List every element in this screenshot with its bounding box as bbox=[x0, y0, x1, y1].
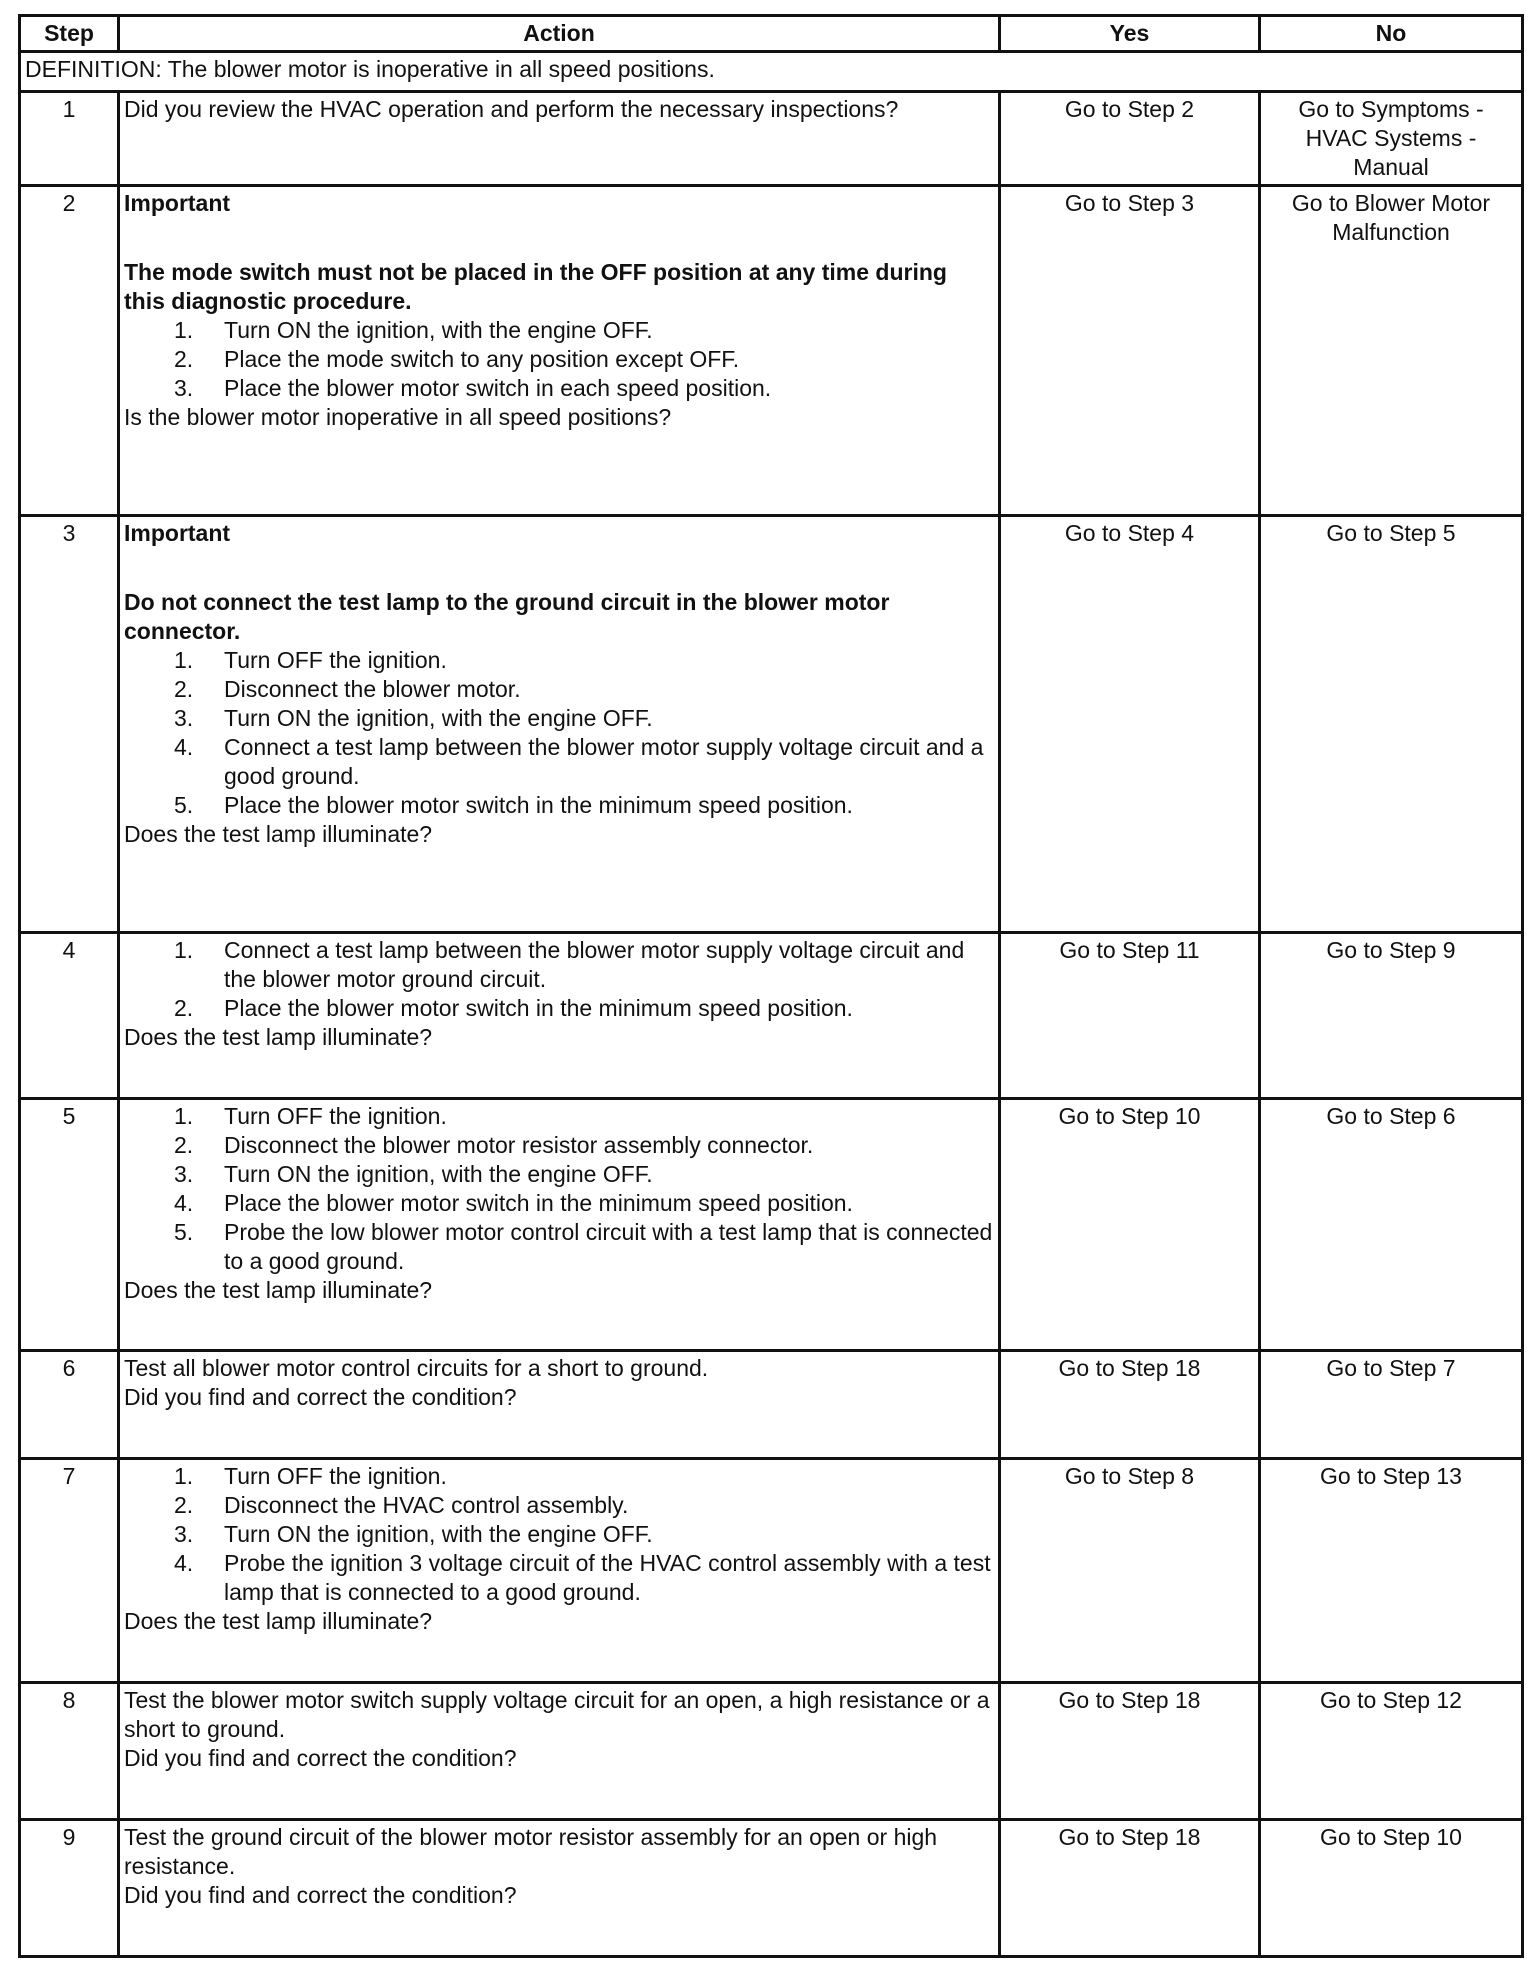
procedure-step: 4. Place the blower motor switch in the minimum speed position. bbox=[174, 1190, 853, 1216]
diagnostic-table bbox=[18, 14, 1524, 1958]
question-text: Does the test lamp illuminate? bbox=[124, 821, 433, 847]
table-row bbox=[20, 1683, 1523, 1820]
no-cell: Go to Step 9 bbox=[1260, 933, 1523, 1099]
header-no: No bbox=[1260, 16, 1523, 52]
action-text: Test the ground circuit of the blower motor resistor assembly for an open or high resistance. bbox=[124, 1824, 938, 1879]
no-cell: Go to Step 13 bbox=[1260, 1459, 1523, 1683]
yes-cell: Go to Step 18 bbox=[1000, 1683, 1260, 1820]
important-title: Important bbox=[124, 520, 231, 546]
important-text: Do not connect the test lamp to the ground circuit in the blower motor connector. bbox=[124, 589, 890, 644]
procedure-step: 5. Place the blower motor switch in the minimum speed position. bbox=[174, 792, 853, 818]
procedure-step: 2. Disconnect the HVAC control assembly. bbox=[174, 1492, 629, 1518]
procedure-list bbox=[124, 316, 994, 403]
table-row bbox=[20, 186, 1523, 516]
step-number: 7 bbox=[20, 1459, 119, 1683]
table-row bbox=[20, 1820, 1523, 1957]
yes-cell: Go to Step 18 bbox=[1000, 1351, 1260, 1459]
no-cell: Go to Step 10 bbox=[1260, 1820, 1523, 1957]
header-yes: Yes bbox=[1000, 16, 1260, 52]
question-text: Did you find and correct the condition? bbox=[124, 1882, 517, 1908]
table-row bbox=[20, 1459, 1523, 1683]
table-row bbox=[20, 92, 1523, 186]
no-cell: Go to Step 12 bbox=[1260, 1683, 1523, 1820]
step-number: 6 bbox=[20, 1351, 119, 1459]
question-text: Did you find and correct the condition? bbox=[124, 1745, 517, 1771]
action-cell bbox=[119, 1459, 1000, 1683]
procedure-step: 3. Turn ON the ignition, with the engine OFF. bbox=[174, 705, 653, 731]
header-action: Action bbox=[119, 16, 1000, 52]
no-cell: Go to Step 5 bbox=[1260, 516, 1523, 933]
table-row bbox=[20, 1351, 1523, 1459]
yes-cell: Go to Step 4 bbox=[1000, 516, 1260, 933]
table-row bbox=[20, 516, 1523, 933]
step-number: 5 bbox=[20, 1099, 119, 1351]
table-row bbox=[20, 933, 1523, 1099]
action-cell bbox=[119, 1820, 1000, 1957]
yes-cell: Go to Step 3 bbox=[1000, 186, 1260, 516]
procedure-step: 3. Turn ON the ignition, with the engine OFF. bbox=[174, 1161, 653, 1187]
yes-cell: Go to Step 8 bbox=[1000, 1459, 1260, 1683]
definition-row bbox=[20, 52, 1523, 92]
procedure-step: 2. Disconnect the blower motor resistor assembly connector. bbox=[174, 1132, 814, 1158]
procedure-step: 1. Turn OFF the ignition. bbox=[174, 1103, 447, 1129]
no-cell: Go to Step 7 bbox=[1260, 1351, 1523, 1459]
step-number: 8 bbox=[20, 1683, 119, 1820]
yes-cell: Go to Step 18 bbox=[1000, 1820, 1260, 1957]
step-number: 1 bbox=[20, 92, 119, 186]
yes-cell: Go to Step 10 bbox=[1000, 1099, 1260, 1351]
action-text: Test all blower motor control circuits for a short to ground. bbox=[124, 1355, 709, 1381]
procedure-step: 1. Connect a test lamp between the blower motor supply voltage circuit and the blower motor ground circuit. bbox=[174, 937, 965, 992]
procedure-list bbox=[124, 936, 994, 1023]
question-text: Does the test lamp illuminate? bbox=[124, 1277, 433, 1303]
procedure-step: 2. Disconnect the blower motor. bbox=[174, 676, 521, 702]
question-text: Is the blower motor inoperative in all speed positions? bbox=[124, 404, 672, 430]
procedure-list bbox=[124, 646, 994, 820]
procedure-step: 4. Probe the ignition 3 voltage circuit of the HVAC control assembly with a test lamp that is connected to a good ground. bbox=[174, 1550, 991, 1605]
action-cell bbox=[119, 92, 1000, 186]
question-text: Does the test lamp illuminate? bbox=[124, 1024, 433, 1050]
no-cell: Go to Blower Motor Malfunction bbox=[1260, 186, 1523, 516]
procedure-step: 4. Connect a test lamp between the blower motor supply voltage circuit and a good ground. bbox=[174, 734, 984, 789]
action-text: Test the blower motor switch supply voltage circuit for an open, a high resistance or a short to ground. bbox=[124, 1687, 990, 1742]
no-cell: Go to Step 6 bbox=[1260, 1099, 1523, 1351]
procedure-list bbox=[124, 1462, 994, 1607]
step-number: 3 bbox=[20, 516, 119, 933]
important-title: Important bbox=[124, 190, 231, 216]
action-cell bbox=[119, 516, 1000, 933]
question-text: Did you find and correct the condition? bbox=[124, 1384, 517, 1410]
step-number: 9 bbox=[20, 1820, 119, 1957]
procedure-step: 3. Place the blower motor switch in each speed position. bbox=[174, 375, 772, 401]
procedure-step: 1. Turn OFF the ignition. bbox=[174, 647, 447, 673]
action-cell bbox=[119, 1351, 1000, 1459]
procedure-step: 3. Turn ON the ignition, with the engine OFF. bbox=[174, 1521, 653, 1547]
action-cell bbox=[119, 1099, 1000, 1351]
yes-cell: Go to Step 2 bbox=[1000, 92, 1260, 186]
important-text: The mode switch must not be placed in the OFF position at any time during this diagnostic procedure. bbox=[124, 259, 947, 314]
header-row bbox=[20, 16, 1523, 52]
table-row bbox=[20, 1099, 1523, 1351]
definition-text: DEFINITION: The blower motor is inoperative in all speed positions. bbox=[20, 52, 1523, 92]
header-step: Step bbox=[20, 16, 119, 52]
procedure-step: 1. Turn OFF the ignition. bbox=[174, 1463, 447, 1489]
procedure-step: 2. Place the mode switch to any position except OFF. bbox=[174, 346, 740, 372]
action-cell bbox=[119, 933, 1000, 1099]
procedure-step: 2. Place the blower motor switch in the minimum speed position. bbox=[174, 995, 853, 1021]
step-number: 4 bbox=[20, 933, 119, 1099]
no-cell: Go to Symptoms - HVAC Systems - Manual bbox=[1260, 92, 1523, 186]
action-cell bbox=[119, 186, 1000, 516]
yes-cell: Go to Step 11 bbox=[1000, 933, 1260, 1099]
procedure-list bbox=[124, 1102, 994, 1276]
procedure-step: 1. Turn ON the ignition, with the engine OFF. bbox=[174, 317, 653, 343]
action-cell bbox=[119, 1683, 1000, 1820]
action-text: Did you review the HVAC operation and perform the necessary inspections? bbox=[124, 96, 899, 122]
question-text: Does the test lamp illuminate? bbox=[124, 1608, 433, 1634]
step-number: 2 bbox=[20, 186, 119, 516]
procedure-step: 5. Probe the low blower motor control circuit with a test lamp that is connected to a good ground. bbox=[174, 1219, 993, 1274]
